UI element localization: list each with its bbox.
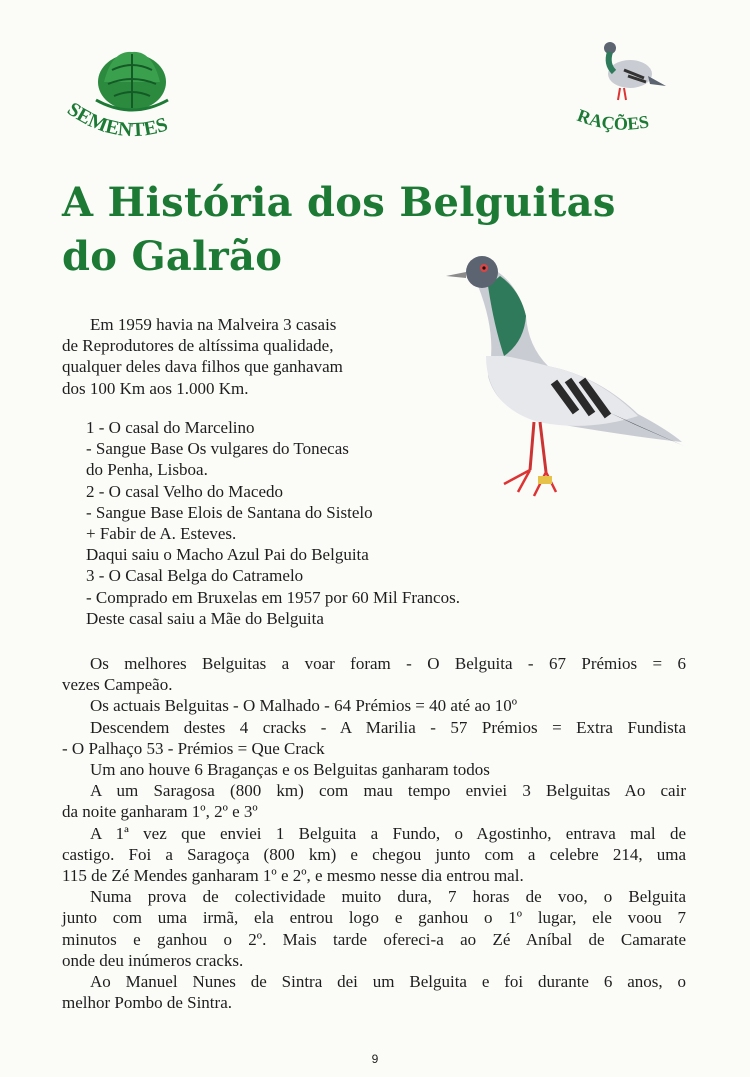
list-item: - Sangue Base Elois de Santana do Sistelo: [86, 502, 373, 522]
list-item: Deste casal saiu a Mãe do Belguita: [86, 608, 324, 628]
body-line: junto com uma irmã, ela entrou logo e ganhou o 1º lugar, ele voou 7: [62, 908, 686, 928]
body-line: Um ano houve 6 Braganças e os Belguitas ganharam todos: [90, 760, 490, 780]
body-line: minutos e ganhou o 2º. Mais tarde ofereci-a ao Zé Aníbal de Camarate: [62, 929, 686, 949]
body-line: 115 de Zé Mendes ganharam 1º e 2º, e mesmo nesse dia entrou mal.: [62, 866, 524, 886]
title-line-2: do Galrão: [62, 233, 283, 280]
cabbage-icon: [52, 40, 212, 150]
intro-line: Em 1959 havia na Malveira 3 casais: [90, 315, 337, 334]
list-item: 2 - O casal Velho do Macedo: [86, 481, 284, 501]
body-line: Numa prova de colectividade muito dura, 7 horas de voo, o Belguita: [90, 887, 686, 907]
list-item: + Fabir de A. Esteves.: [86, 524, 237, 544]
list-item: Daqui saiu o Macho Azul Pai do Belguita: [86, 545, 369, 565]
list-item: - Sangue Base Os vulgares do Tonecas: [86, 439, 349, 459]
body-line: Os melhores Belguitas a voar foram - O Belguita - 67 Prémios = 6: [90, 654, 686, 673]
intro-paragraph: [62, 314, 442, 399]
body-text: [62, 653, 686, 1013]
list-item: do Penha, Lisboa.: [86, 460, 208, 480]
body-line: Os actuais Belguitas - O Malhado - 64 Prémios = 40 até ao 10º: [90, 696, 518, 716]
sementes-logo: [52, 40, 212, 150]
breeders-list: [86, 417, 606, 629]
body-line: Ao Manuel Nunes de Sintra dei um Belguita e foi durante 6 anos, o: [90, 972, 686, 992]
body-line: A 1ª vez que enviei 1 Belguita a Fundo, o Agostinho, entrava mal de: [90, 823, 686, 843]
title-line-1: A História dos Belguitas: [62, 179, 616, 226]
intro-line: dos 100 Km aos 1.000 Km.: [62, 378, 249, 398]
svg-text:RAÇÕES: [575, 105, 651, 134]
racoes-label: RAÇÕES: [574, 105, 651, 134]
list-item: 3 - O Casal Belga do Catramelo: [86, 566, 304, 586]
body-line: A um Saragosa (800 km) com mau tempo enviei 3 Belguitas Ao cair: [90, 781, 686, 801]
intro-line: de Reprodutores de altíssima qualidade,: [62, 336, 334, 356]
racoes-logo: [570, 34, 690, 144]
body-line: melhor Pombo de Sintra.: [62, 993, 232, 1013]
body-line: Descendem destes 4 cracks - A Marilia - 57 Prémios = Extra Fundista: [90, 717, 686, 737]
body-line: - O Palhaço 53 - Prémios = Que Crack: [62, 738, 325, 758]
list-item: 1 - O casal do Marcelino: [86, 418, 255, 437]
body-line: vezes Campeão.: [62, 675, 173, 695]
body-line: castigo. Foi a Saragoça (800 km) e chegou junto com a celebre 214, uma: [62, 844, 686, 864]
body-line: onde deu inúmeros cracks.: [62, 950, 244, 970]
body-line: da noite ganharam 1º, 2º e 3º: [62, 802, 258, 822]
intro-line: qualquer deles dava filhos que ganhavam: [62, 357, 343, 377]
page-number: 9: [371, 1052, 379, 1066]
pigeon-icon: [570, 34, 690, 144]
sementes-label: SEMENTES: [63, 98, 171, 142]
list-item: - Comprado em Bruxelas em 1957 por 60 Mil Francos.: [86, 587, 460, 607]
